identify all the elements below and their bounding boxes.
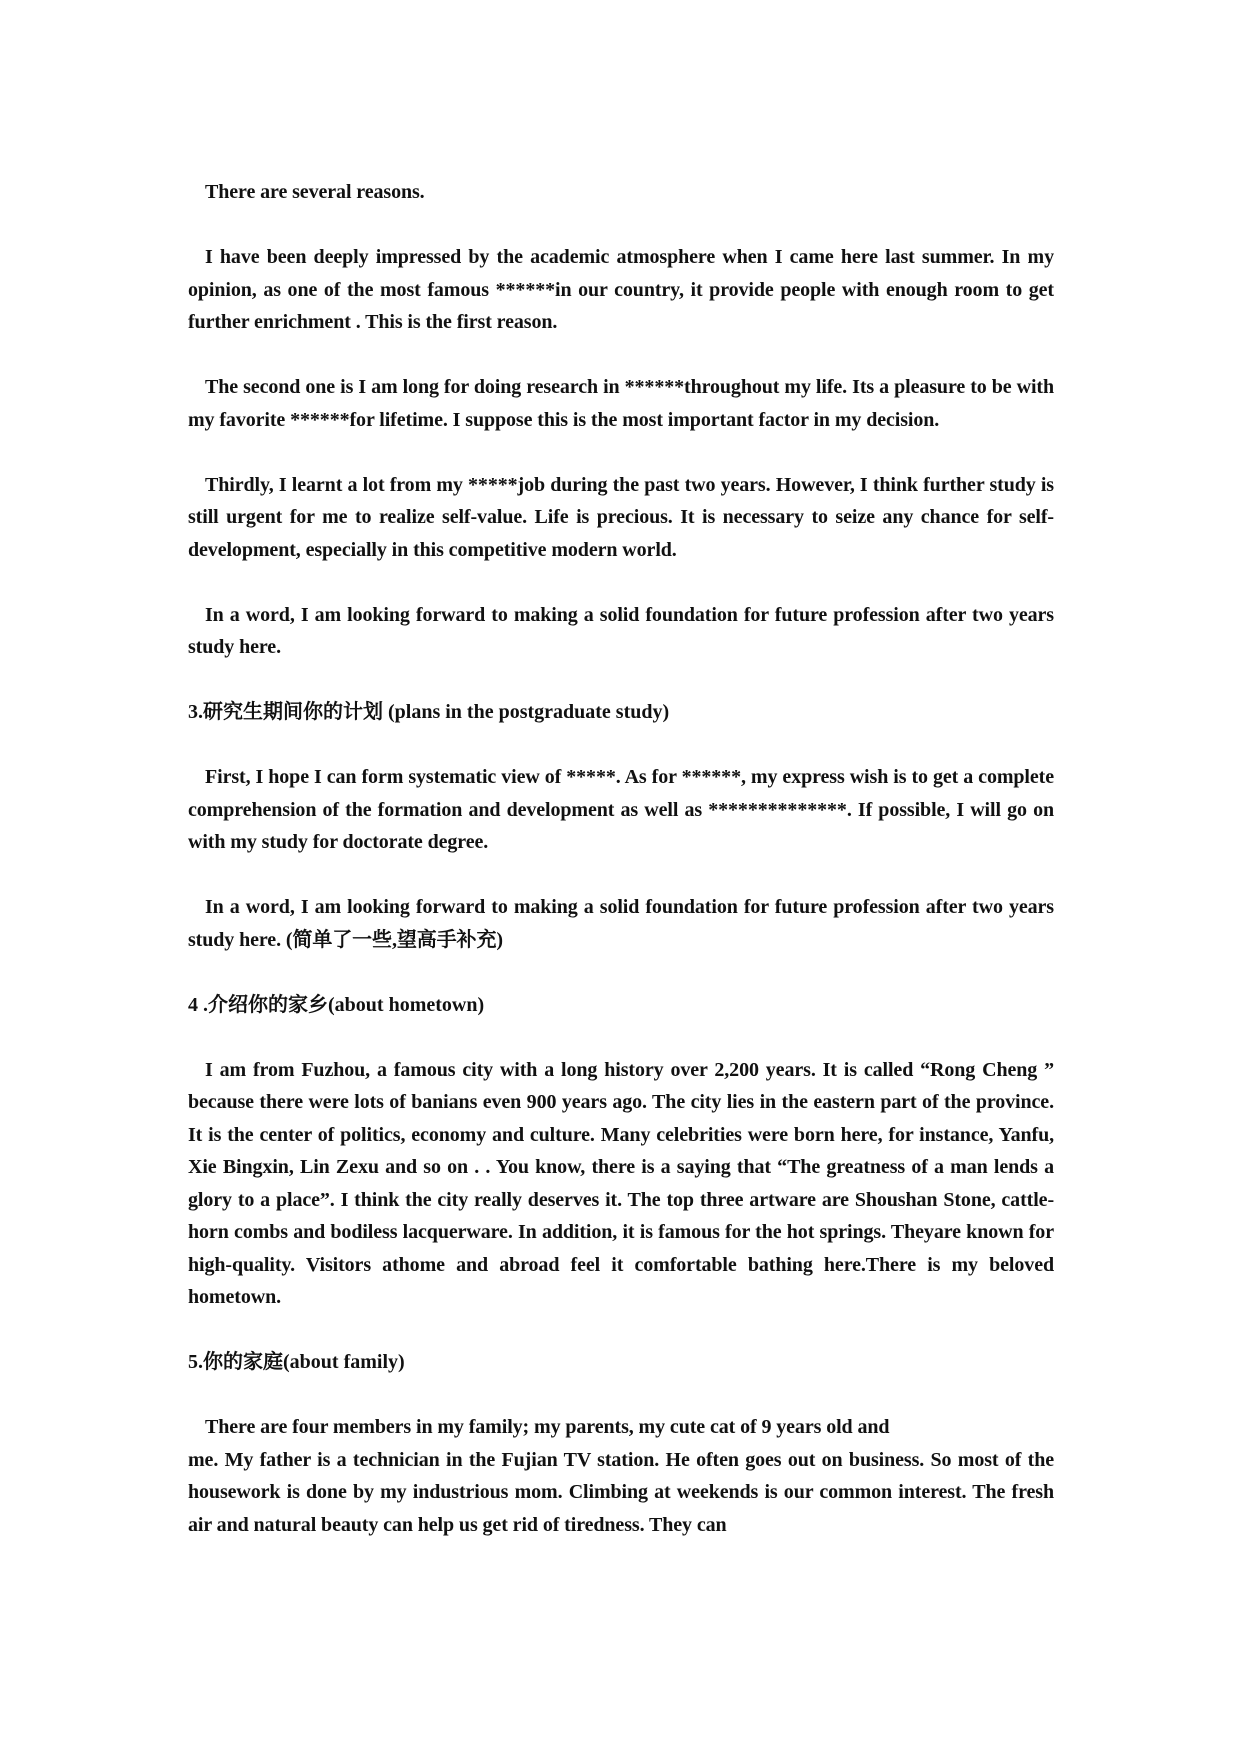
paragraph-gap [188,729,1054,762]
paragraph-gap [188,664,1054,697]
paragraph-gap [188,1379,1054,1412]
paragraph-plans: First, I hope I can form systematic view of *****. As for ******, my express wish is to get a complete comprehension of the formation and development as well as **************. If possible, I will go on with my study for doctorate degree. [188,766,1054,853]
paragraph-gap [188,1314,1054,1347]
paragraph-first-reason: I have been deeply impressed by the academic atmosphere when I came here last summer. In my opinion, as one of the most famous ******in our country, it provide people with enough room to get further enrichment . This is the first reason. [188,246,1054,333]
section-heading-hometown: 4 .介绍你的家乡(about hometown) [188,993,485,1016]
document-page [188,176,1054,1541]
paragraph-family-first-line: There are four members in my family; my parents, my cute cat of 9 years old and [205,1416,890,1438]
paragraph-family [188,1411,1054,1541]
paragraph-reasons-intro: There are several reasons. [205,181,425,203]
paragraph-plans-conclusion: In a word, I am looking forward to making a solid foundation for future profession after two years study here. (简单了一些,望高手补充) [188,896,1054,951]
paragraph-gap [188,566,1054,599]
paragraph-hometown: I am from Fuzhou, a famous city with a long history over 2,200 years. It is called “Rong Cheng ” because there were lots of banians even 900 years ago. The city lies in the eastern part of the province. It is the center of politics, economy and culture. Many celebrities were born here, for instance, Yanfu, Xie Bingxin, Lin Zexu and so on . . You know, there is a saying that “The greatness of a man lends a glory to a place”. I think the city really deserves it. The top three artware are Shoushan Stone, cattle-horn combs and bodiless lacquerware. In addition, it is famous for the hot springs. Theyare known for high-quality. Visitors athome and abroad feel it comfortable bathing here.There is my beloved hometown. [188,1058,1054,1308]
section-heading-family: 5.你的家庭(about family) [188,1351,405,1373]
paragraph-third-reason: Thirdly, I learnt a lot from my *****job during the past two years. However, I think further study is still urgent for me to realize self-value. Life is precious. It is necessary to seize any chance for self-development, especially in this competitive modern world. [188,473,1054,561]
paragraph-gap [188,209,1054,242]
paragraph-gap [188,339,1054,372]
paragraph-gap [188,436,1054,469]
paragraph-family-continuation: me. My father is a technician in the Fujian TV station. He often goes out on business. So most of the housework is done by my industrious mom. Climbing at weekends is our common interest. The fresh air and natural beauty can help us get rid of tiredness. They can [188,1448,1054,1536]
paragraph-gap [188,859,1054,892]
paragraph-conclusion: In a word, I am looking forward to making a solid foundation for future profession after two years study here. [188,603,1054,658]
paragraph-second-reason: The second one is I am long for doing research in ******throughout my life. Its a pleasure to be with my favorite ******for lifetime. I suppose this is the most important factor in my decision. [188,376,1054,431]
paragraph-gap [188,1021,1054,1054]
paragraph-gap [188,956,1054,989]
section-heading-plans: 3.研究生期间你的计划 (plans in the postgraduate study) [188,701,670,723]
